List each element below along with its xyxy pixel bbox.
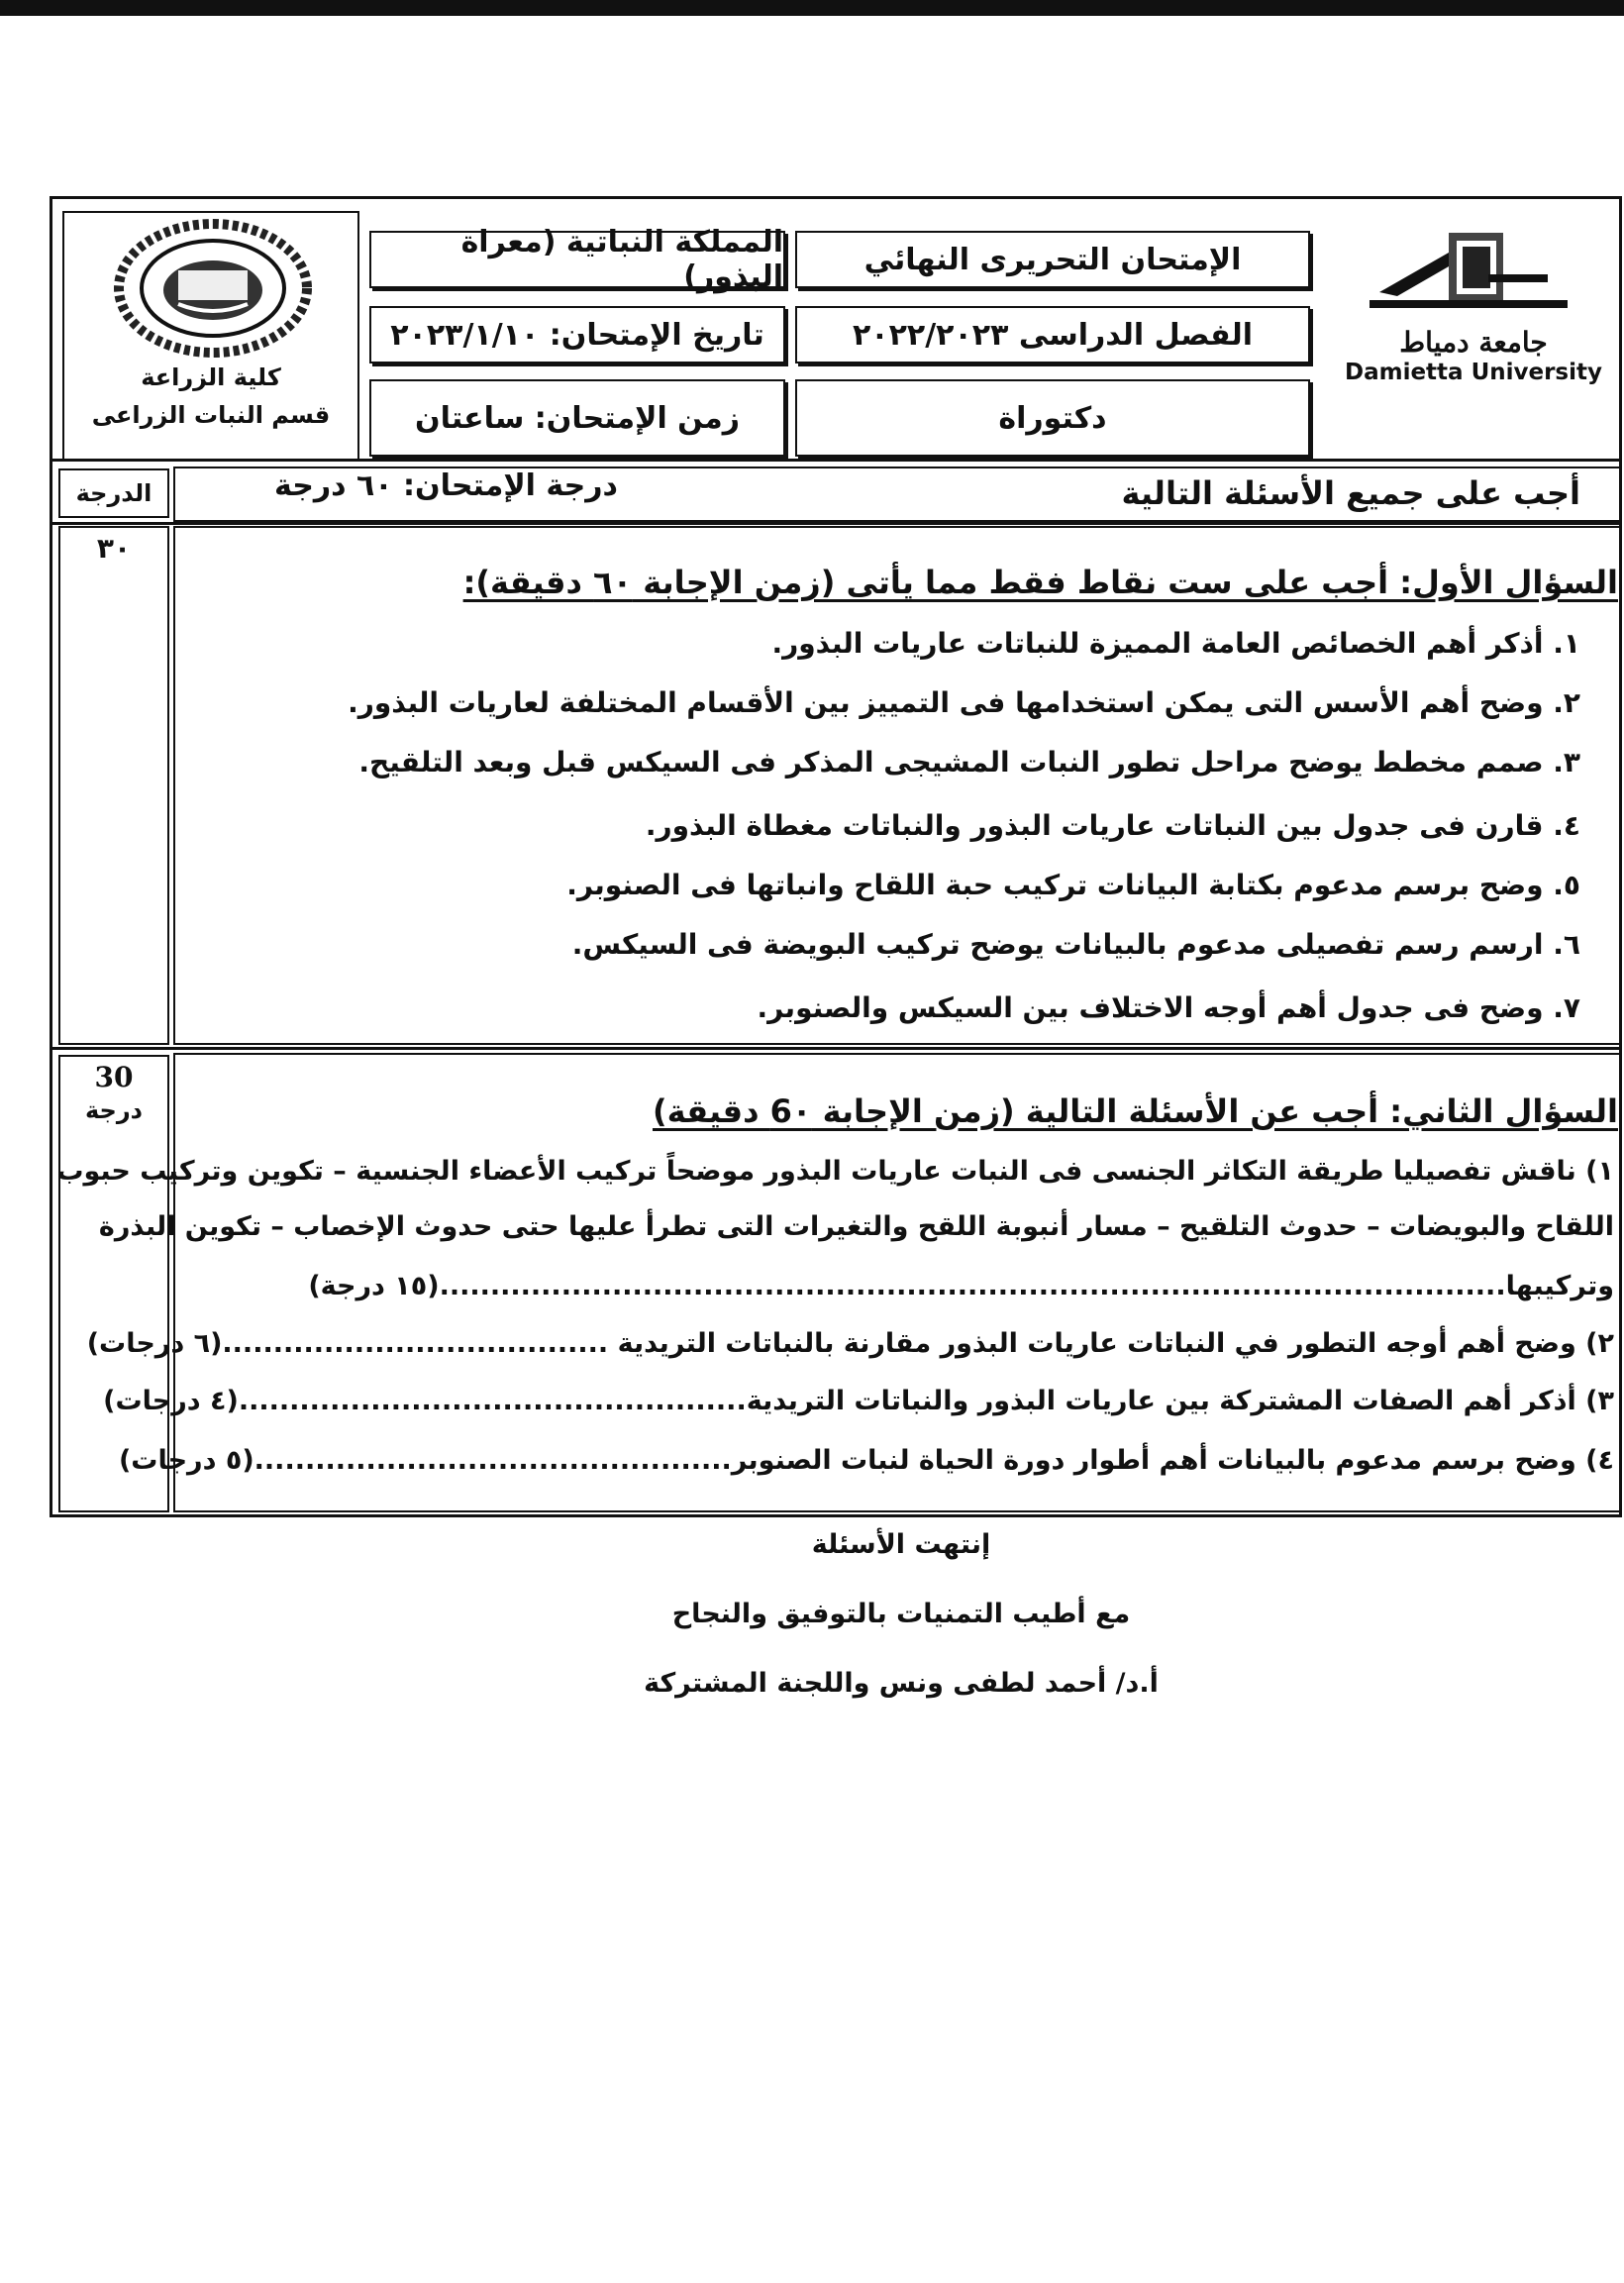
faculty-block bbox=[62, 211, 359, 461]
q2-marks-number: 30 bbox=[94, 1061, 134, 1093]
q1-panel bbox=[173, 526, 1622, 1045]
instructions-bar bbox=[173, 467, 1622, 522]
q2-marks-unit: درجة bbox=[85, 1096, 143, 1124]
instructions-divider bbox=[52, 522, 1622, 525]
level-box bbox=[795, 379, 1310, 457]
scan-top-border bbox=[0, 0, 1624, 16]
exam-title: الإمتحان التحريرى النهائي bbox=[863, 242, 1242, 277]
exam-title-box bbox=[795, 231, 1310, 288]
examiner-signature: أ.د/ أحمد لطفى ونس واللجنة المشتركة bbox=[644, 1668, 1159, 1699]
q2-item1-line: اللقاح والبويضات – حدوث التلقيح – مسار أنبوبة اللقح والتغيرات التى تطرأ عليها حتى حدوث الإخصاب – تكوين البذرة bbox=[98, 1211, 1614, 1242]
closing-wishes: مع أطيب التمنيات بالتوفيق والنجاح bbox=[671, 1599, 1131, 1629]
q1-item: ٣. صمم مخطط يوضح مراحل تطور النبات المشيجى المذكر فى السيكس قبل وبعد التلقيح. bbox=[358, 746, 1580, 778]
department-name: قسم النبات الزراعى bbox=[91, 401, 331, 429]
q2-item1-line: وتركيبها.........................................................................................................(١٥ درجة) bbox=[308, 1271, 1614, 1301]
end-of-questions: إنتهت الأسئلة bbox=[811, 1529, 991, 1560]
q1-heading: السؤال الأول: أجب على ست نقاط فقط مما يأتى (زمن الإجابة ٦٠ دقيقة): bbox=[462, 564, 1618, 601]
q2-marks-cell bbox=[58, 1055, 169, 1512]
faculty-emblem-icon bbox=[109, 219, 317, 358]
q1-item: ٥. وضح برسم مدعوم بكتابة البيانات تركيب حبة اللقاح وانباتها فى الصنوبر. bbox=[566, 869, 1580, 901]
q1-item: ٦. ارسم رسم تفصيلى مدعوم بالبيانات يوضح تركيب البويضة فى السيكس. bbox=[571, 928, 1580, 961]
degree-level: دكتوراة bbox=[998, 400, 1107, 436]
q2-item1-line: ١) ناقش تفصيليا طريقة التكاثر الجنسى فى النبات عاريات البذور موضحاً تركيب الأعضاء الجنسية – تكوين وتركيب حبوب bbox=[56, 1156, 1614, 1187]
grade-label: الدرجة bbox=[75, 479, 152, 507]
q1-marks: ٣٠ bbox=[96, 532, 132, 565]
q1-item: ٤. قارن فى جدول بين النباتات عاريات البذور والنباتات مغطاة البذور. bbox=[645, 809, 1580, 842]
university-name-en: Damietta University bbox=[1344, 360, 1602, 385]
header-divider bbox=[52, 459, 1622, 462]
q1-item: ٢. وضح أهم الأسس التى يمكن استخدامها فى التمييز بين الأقسام المختلفة لعاريات البذور. bbox=[348, 686, 1580, 719]
grade-header-cell bbox=[58, 468, 169, 518]
semester-box bbox=[795, 306, 1310, 363]
q1-item: ٧. وضح فى جدول أهم أوجه الاختلاف بين السيكس والصنوبر. bbox=[757, 991, 1580, 1024]
q2-item: ٣) أذكر أهم الصفات المشتركة بين عاريات البذور والنباتات التريدية..................................................(٤ درجات) bbox=[103, 1386, 1614, 1416]
exam-duration: زمن الإمتحان: ساعتان bbox=[414, 400, 741, 436]
instruction-text: أجب على جميع الأسئلة التالية bbox=[1121, 474, 1580, 512]
q2-heading: السؤال الثاني: أجب عن الأسئلة التالية (زمن الإجابة 6٠ دقيقة) bbox=[652, 1092, 1618, 1130]
course-name: المملكة النباتية (معراة البذور) bbox=[460, 225, 783, 294]
total-marks: درجة الإمتحان: ٦٠ درجة bbox=[274, 468, 618, 503]
q2-item: ٢) وضح أهم أوجه التطور في النباتات عاريات البذور مقارنة بالنباتات التريدية ......................................(٦ درجات) bbox=[86, 1328, 1614, 1359]
exam-date-box bbox=[369, 306, 785, 363]
faculty-name: كلية الزراعة bbox=[141, 363, 281, 391]
q1-item: ١. أذكر أهم الخصائص العامة المميزة للنباتات عاريات البذور. bbox=[771, 627, 1580, 660]
university-logo-block bbox=[1340, 223, 1607, 385]
damietta-university-logo-icon bbox=[1340, 223, 1607, 332]
course-box bbox=[369, 225, 785, 294]
q1-divider bbox=[52, 1047, 1622, 1050]
exam-sheet-frame bbox=[50, 196, 1622, 1517]
exam-duration-box bbox=[369, 379, 785, 457]
semester-label: الفصل الدراسى ٢٠٢٢/٢٠٢٣ bbox=[852, 317, 1254, 353]
exam-date: تاريخ الإمتحان: ٢٠٢٣/١/١٠ bbox=[390, 317, 764, 353]
university-name-ar: جامعة دمياط bbox=[1399, 326, 1548, 359]
q1-marks-cell bbox=[58, 526, 169, 1045]
q2-item: ٤) وضح برسم مدعوم بالبيانات أهم أطوار دورة الحياة لنبات الصنوبر...............................................(٥ درجات) bbox=[118, 1445, 1614, 1476]
